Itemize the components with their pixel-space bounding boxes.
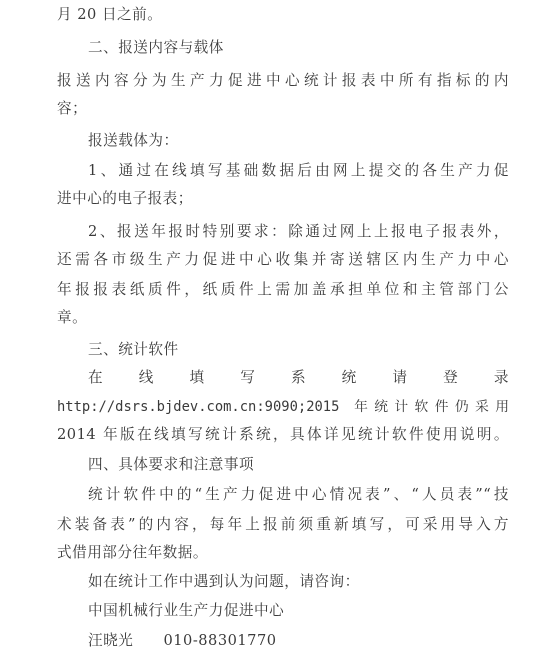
text-line: 报送载体为： — [88, 132, 179, 149]
text-line: 年报报表纸质件，纸质件上需加盖承担单位和主管部门公 — [57, 281, 509, 298]
text-line: 月 20 日之前。 — [57, 6, 163, 23]
text-line: 2014 年版在线填写统计系统，具体详见统计软件使用说明。 — [57, 426, 509, 443]
text-line: 章。 — [57, 309, 88, 326]
text-line: 容； — [57, 100, 88, 117]
contact-person-phone: 汪晓光 010-88301770 — [88, 632, 277, 649]
text-line: 进中心的电子报表； — [57, 190, 193, 207]
section-heading: 四、具体要求和注意事项 — [88, 456, 255, 473]
list-item: 1、通过在线填写基础数据后由网上提交的各生产力促 — [88, 162, 509, 179]
text-line: 术装备表”的内容，每年上报前须重新填写，可采用导入方 — [57, 516, 509, 533]
text-line: 式借用部分往年数据。 — [57, 544, 208, 561]
section-heading: 二、报送内容与载体 — [88, 39, 224, 56]
text-line: 如在统计工作中遇到认为问题，请咨询： — [88, 573, 360, 590]
text-line: 统计软件中的“生产力促进中心情况表”、“人员表”“技 — [88, 486, 509, 503]
text-line: 在 线 填 写 系 统 请 登 录 — [88, 369, 509, 386]
text-line: 还需各市级生产力促进中心收集并寄送辖区内生产力中心 — [57, 251, 509, 268]
section-heading: 三、统计软件 — [88, 341, 179, 358]
contact-organization: 中国机械行业生产力促进中心 — [88, 602, 285, 619]
list-item: 2、报送年报时特别要求：除通过网上上报电子报表外， — [88, 223, 509, 240]
text-line: 报送内容分为生产力促进中心统计报表中所有指标的内 — [57, 72, 509, 89]
url-line: http://dsrs.bjdev.com.cn:9090;2015 年统计软件仍采用 — [57, 399, 509, 415]
